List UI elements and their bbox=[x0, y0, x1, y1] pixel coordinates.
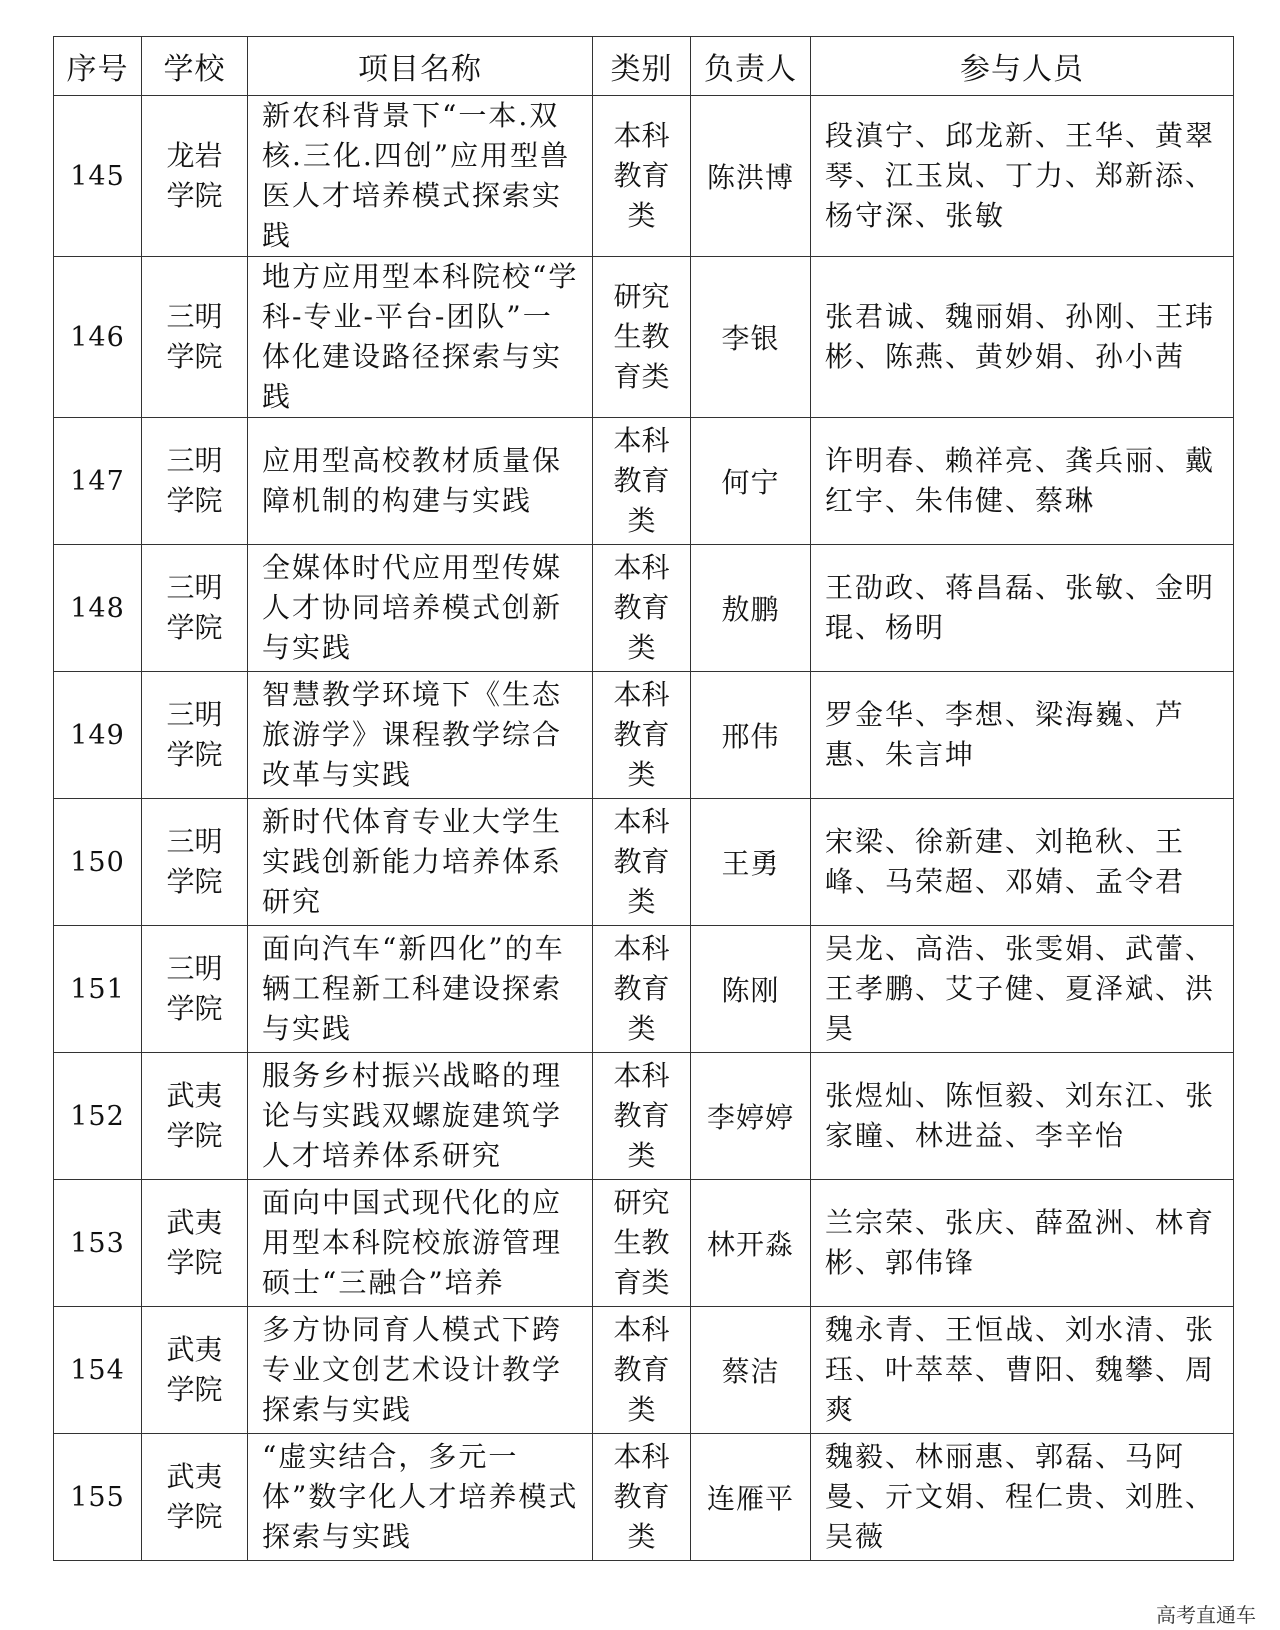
cell-category: 本科 教育 类 bbox=[593, 545, 691, 672]
project-table bbox=[53, 36, 1234, 1561]
cell-members: 魏永青、王恒战、刘水清、张珏、叶萃萃、曹阳、魏攀、周爽 bbox=[811, 1307, 1234, 1434]
cell-category: 本科 教育 类 bbox=[593, 926, 691, 1053]
cell-members: 张君诚、魏丽娟、孙刚、王玮彬、陈燕、黄妙娟、孙小茜 bbox=[811, 257, 1234, 418]
table-row bbox=[54, 1434, 1234, 1561]
cell-project: 应用型高校教材质量保障机制的构建与实践 bbox=[248, 418, 593, 545]
watermark: 高考直通车 bbox=[1156, 1603, 1256, 1627]
table-row bbox=[54, 799, 1234, 926]
cell-category: 本科 教育 类 bbox=[593, 418, 691, 545]
table-row bbox=[54, 418, 1234, 545]
cell-school: 三明 学院 bbox=[142, 926, 248, 1053]
cell-school: 龙岩 学院 bbox=[142, 96, 248, 257]
header-leader: 负责人 bbox=[691, 37, 811, 96]
cell-members: 魏毅、林丽惠、郭磊、马阿曼、亓文娟、程仁贵、刘胜、吴薇 bbox=[811, 1434, 1234, 1561]
table-header bbox=[54, 37, 1234, 96]
cell-project: 新农科背景下“一本.双核.三化.四创”应用型兽医人才培养模式探索实践 bbox=[248, 96, 593, 257]
header-members: 参与人员 bbox=[811, 37, 1234, 96]
table-row bbox=[54, 1180, 1234, 1307]
cell-no: 145 bbox=[54, 96, 142, 257]
cell-project: 面向中国式现代化的应用型本科院校旅游管理硕士“三融合”培养 bbox=[248, 1180, 593, 1307]
cell-leader: 敖鹏 bbox=[691, 545, 811, 672]
cell-members: 许明春、赖祥亮、龚兵丽、戴红宇、朱伟健、蔡琳 bbox=[811, 418, 1234, 545]
table-row bbox=[54, 1307, 1234, 1434]
cell-leader: 陈刚 bbox=[691, 926, 811, 1053]
table-row bbox=[54, 1053, 1234, 1180]
cell-project: 多方协同育人模式下跨专业文创艺术设计教学探索与实践 bbox=[248, 1307, 593, 1434]
header-category: 类别 bbox=[593, 37, 691, 96]
cell-leader: 连雁平 bbox=[691, 1434, 811, 1561]
header-project: 项目名称 bbox=[248, 37, 593, 96]
cell-project: 全媒体时代应用型传媒人才协同培养模式创新与实践 bbox=[248, 545, 593, 672]
cell-leader: 何宁 bbox=[691, 418, 811, 545]
cell-members: 段滇宁、邱龙新、王华、黄翠琴、江玉岚、丁力、郑新添、杨守深、张敏 bbox=[811, 96, 1234, 257]
cell-no: 146 bbox=[54, 257, 142, 418]
header-school: 学校 bbox=[142, 37, 248, 96]
table-row bbox=[54, 257, 1234, 418]
cell-project: 服务乡村振兴战略的理论与实践双螺旋建筑学人才培养体系研究 bbox=[248, 1053, 593, 1180]
cell-category: 本科 教育 类 bbox=[593, 1434, 691, 1561]
cell-category: 本科 教育 类 bbox=[593, 96, 691, 257]
cell-no: 152 bbox=[54, 1053, 142, 1180]
cell-leader: 蔡洁 bbox=[691, 1307, 811, 1434]
cell-category: 本科 教育 类 bbox=[593, 1053, 691, 1180]
cell-no: 147 bbox=[54, 418, 142, 545]
cell-school: 武夷 学院 bbox=[142, 1053, 248, 1180]
cell-school: 三明 学院 bbox=[142, 545, 248, 672]
cell-members: 宋梁、徐新建、刘艳秋、王峰、马荣超、邓婧、孟令君 bbox=[811, 799, 1234, 926]
cell-category: 本科 教育 类 bbox=[593, 799, 691, 926]
cell-leader: 陈洪博 bbox=[691, 96, 811, 257]
cell-members: 罗金华、李想、梁海巍、芦惠、朱言坤 bbox=[811, 672, 1234, 799]
cell-category: 本科 教育 类 bbox=[593, 1307, 691, 1434]
cell-project: “虚实结合，多元一体”数字化人才培养模式探索与实践 bbox=[248, 1434, 593, 1561]
cell-leader: 王勇 bbox=[691, 799, 811, 926]
cell-no: 154 bbox=[54, 1307, 142, 1434]
cell-category: 研究 生教 育类 bbox=[593, 257, 691, 418]
cell-members: 兰宗荣、张庆、薛盈洲、林育彬、郭伟锋 bbox=[811, 1180, 1234, 1307]
cell-school: 武夷 学院 bbox=[142, 1434, 248, 1561]
cell-leader: 李银 bbox=[691, 257, 811, 418]
cell-project: 面向汽车“新四化”的车辆工程新工科建设探索与实践 bbox=[248, 926, 593, 1053]
header-no: 序号 bbox=[54, 37, 142, 96]
cell-school: 武夷 学院 bbox=[142, 1180, 248, 1307]
cell-no: 150 bbox=[54, 799, 142, 926]
cell-project: 新时代体育专业大学生实践创新能力培养体系研究 bbox=[248, 799, 593, 926]
cell-members: 吴龙、高浩、张雯娟、武蕾、王孝鹏、艾子健、夏泽斌、洪昊 bbox=[811, 926, 1234, 1053]
cell-members: 张煜灿、陈恒毅、刘东江、张家瞳、林进益、李辛怡 bbox=[811, 1053, 1234, 1180]
cell-leader: 邢伟 bbox=[691, 672, 811, 799]
cell-leader: 李婷婷 bbox=[691, 1053, 811, 1180]
cell-category: 研究 生教 育类 bbox=[593, 1180, 691, 1307]
table-row bbox=[54, 672, 1234, 799]
table-row bbox=[54, 926, 1234, 1053]
cell-no: 149 bbox=[54, 672, 142, 799]
cell-no: 148 bbox=[54, 545, 142, 672]
cell-no: 155 bbox=[54, 1434, 142, 1561]
cell-school: 武夷 学院 bbox=[142, 1307, 248, 1434]
cell-school: 三明 学院 bbox=[142, 418, 248, 545]
header-row bbox=[54, 37, 1234, 96]
cell-members: 王劭政、蒋昌磊、张敏、金明琨、杨明 bbox=[811, 545, 1234, 672]
table-row bbox=[54, 96, 1234, 257]
cell-project: 智慧教学环境下《生态旅游学》课程教学综合改革与实践 bbox=[248, 672, 593, 799]
cell-category: 本科 教育 类 bbox=[593, 672, 691, 799]
table-row bbox=[54, 545, 1234, 672]
cell-leader: 林开淼 bbox=[691, 1180, 811, 1307]
cell-school: 三明 学院 bbox=[142, 672, 248, 799]
cell-school: 三明 学院 bbox=[142, 257, 248, 418]
table-body bbox=[54, 96, 1234, 1561]
cell-no: 151 bbox=[54, 926, 142, 1053]
cell-school: 三明 学院 bbox=[142, 799, 248, 926]
cell-no: 153 bbox=[54, 1180, 142, 1307]
cell-project: 地方应用型本科院校“学科-专业-平台-团队”一体化建设路径探索与实践 bbox=[248, 257, 593, 418]
